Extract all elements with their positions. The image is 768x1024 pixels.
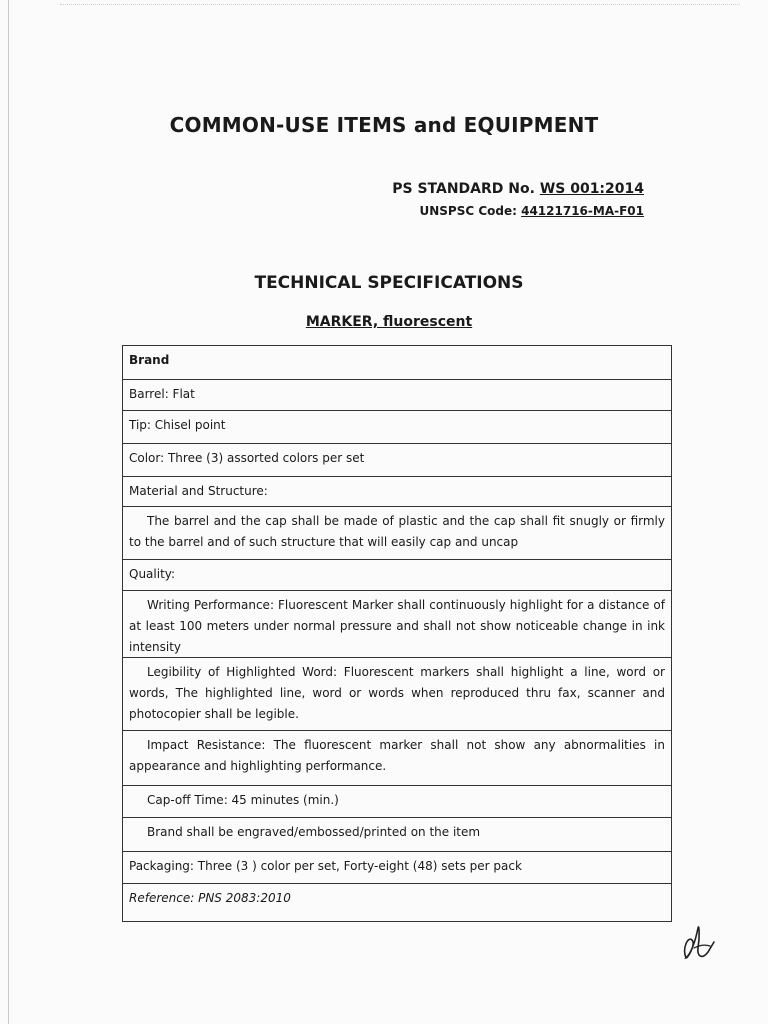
spec-row-tip	[123, 411, 671, 444]
specification-table	[122, 345, 672, 922]
standard-prefix: PS STANDARD No.	[392, 181, 540, 197]
unspsc-prefix: UNSPSC Code:	[419, 204, 522, 218]
spec-text: Barrel: Flat	[129, 387, 195, 401]
spec-text: Legibility of Highlighted Word: Fluorescent markers shall highlight a line, word or words, The highlighted line, word or words when reproduced thru fax, scanner and photocopier shall be legible.	[129, 665, 665, 721]
spec-text: Tip: Chisel point	[129, 418, 226, 432]
handwritten-initials	[678, 918, 718, 966]
spec-row-legibility	[123, 658, 671, 731]
spec-text: Material and Structure:	[129, 484, 268, 498]
spec-row-reference	[123, 884, 671, 921]
spec-text: Reference: PNS 2083:2010	[129, 891, 291, 905]
spec-row-brand	[123, 346, 671, 380]
section-heading: TECHNICAL SPECIFICATIONS	[254, 273, 524, 293]
spec-row-packaging	[123, 852, 671, 884]
spec-row-writing-performance	[123, 591, 671, 658]
unspsc-value: 44121716-MA-F01	[521, 204, 644, 218]
spec-text: Brand shall be engraved/embossed/printed on the item	[147, 825, 481, 839]
document-title: COMMON-USE ITEMS and EQUIPMENT	[169, 113, 599, 137]
spec-text: Color: Three (3) assorted colors per set	[129, 451, 365, 465]
scan-artifact-dots	[60, 4, 740, 6]
standard-code: WS 001:2014	[539, 181, 644, 197]
spec-row-barrel	[123, 380, 671, 411]
scan-edge-line	[8, 0, 9, 1024]
spec-text: Writing Performance: Fluorescent Marker shall continuously highlight for a distance of at least 100 meters under normal pressure and shall not show noticeable change in ink intensity	[129, 598, 665, 654]
spec-row-impact-resistance	[123, 731, 671, 786]
spec-row-brand-marking	[123, 818, 671, 852]
standard-number	[392, 181, 644, 197]
spec-text: Packaging: Three (3 ) color per set, Forty-eight (48) sets per pack	[129, 859, 522, 873]
spec-row-color	[123, 444, 671, 477]
spec-text: Brand	[129, 353, 170, 367]
spec-row-cap-off-time	[123, 786, 671, 818]
spec-text: Cap-off Time: 45 minutes (min.)	[147, 793, 339, 807]
item-name: MARKER, fluorescent	[305, 314, 473, 330]
unspsc-code	[420, 204, 645, 218]
spec-row-material-detail	[123, 507, 671, 560]
spec-text: The barrel and the cap shall be made of plastic and the cap shall fit snugly or firmly to the barrel and of such structure that will easily cap and uncap	[129, 514, 665, 549]
spec-row-material-heading	[123, 477, 671, 507]
spec-row-quality-heading	[123, 560, 671, 591]
spec-text: Quality:	[129, 567, 176, 581]
spec-text: Impact Resistance: The fluorescent marker shall not show any abnormalities in appearance and highlighting performance.	[129, 738, 665, 773]
